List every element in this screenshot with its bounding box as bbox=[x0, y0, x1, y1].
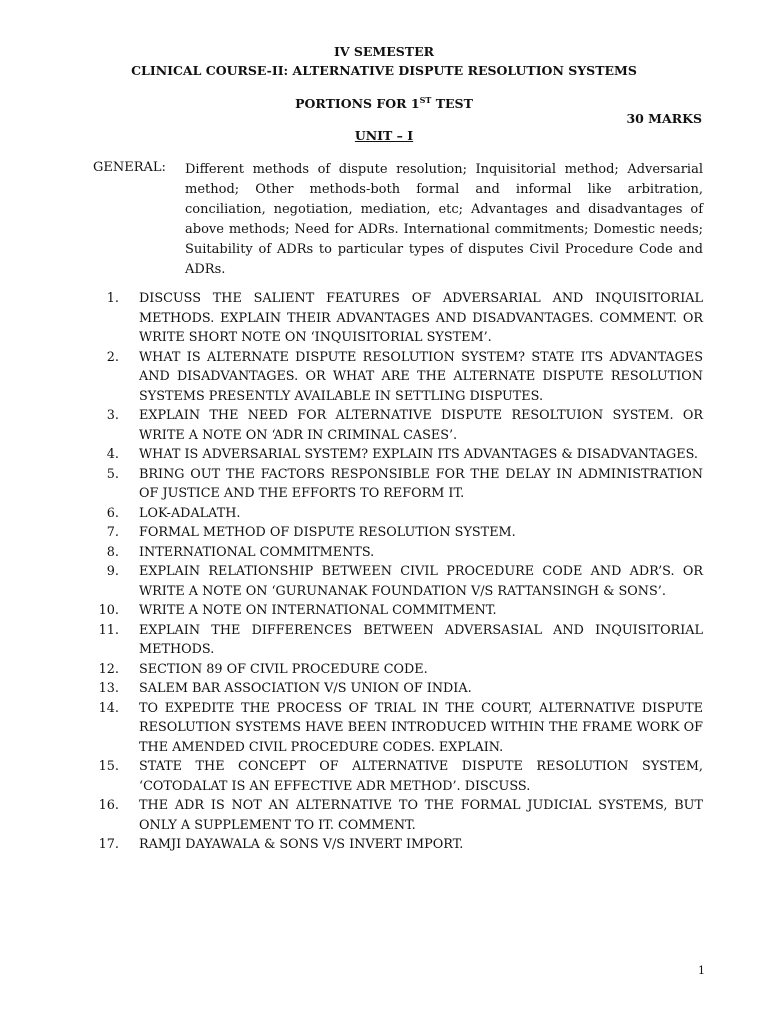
question-text: EXPLAIN THE DIFFERENCES BETWEEN ADVERSASIAL AND INQUISITORIAL METHODS. bbox=[139, 622, 703, 657]
question-list bbox=[93, 289, 703, 855]
question-text: SALEM BAR ASSOCIATION V/S UNION OF INDIA. bbox=[139, 681, 472, 696]
question-item bbox=[93, 289, 703, 348]
question-number: 17. bbox=[98, 837, 119, 852]
question-text: SECTION 89 OF CIVIL PROCEDURE CODE. bbox=[139, 661, 428, 677]
semester-heading: IV SEMESTER bbox=[333, 44, 435, 59]
question-item bbox=[93, 445, 703, 465]
question-text: RAMJI DAYAWALA & SONS V/S INVERT IMPORT. bbox=[139, 837, 464, 852]
question-number: 5. bbox=[106, 466, 119, 482]
question-number: 15. bbox=[98, 759, 119, 774]
question-item bbox=[93, 562, 703, 601]
portions-heading bbox=[0, 96, 768, 111]
unit-heading-text: UNIT – I bbox=[354, 128, 414, 143]
question-text: TO EXPEDITE THE PROCESS OF TRIAL IN THE COURT, ALTERNATIVE DISPUTE RESOLUTION SYSTEMS HAVE BEEN INTRODUCED WITHIN THE FRAME WORK OF THE AMENDED CIVIL PROCEDURE CODES. EXPLAIN. bbox=[139, 700, 703, 755]
portions-suffix: TEST bbox=[431, 96, 473, 111]
question-item bbox=[93, 523, 703, 543]
question-item bbox=[93, 660, 703, 680]
portions-prefix: PORTIONS FOR 1 bbox=[295, 96, 420, 111]
question-number: 3. bbox=[106, 408, 119, 423]
question-text: WRITE A NOTE ON INTERNATIONAL COMMITMENT. bbox=[139, 603, 497, 618]
question-number: 11. bbox=[98, 622, 119, 638]
course-heading: CLINICAL COURSE-II: ALTERNATIVE DISPUTE RESOLUTION SYSTEMS bbox=[131, 63, 637, 78]
question-item bbox=[93, 835, 703, 855]
question-number: 9. bbox=[106, 564, 119, 579]
question-text: WHAT IS ALTERNATE DISPUTE RESOLUTION SYSTEM? STATE ITS ADVANTAGES AND DISADVANTAGES. OR WHAT ARE THE ALTERNATE DISPUTE RESOLUTION SYSTEMS PRESENTLY AVAILABLE IN SETTLING DISPUTES. bbox=[139, 349, 703, 404]
question-text: BRING OUT THE FACTORS RESPONSIBLE FOR THE DELAY IN ADMINISTRATION OF JUSTICE AND THE EFFORTS TO REFORM IT. bbox=[139, 466, 703, 501]
question-text: DISCUSS THE SALIENT FEATURES OF ADVERSARIAL AND INQUISITORIAL METHODS. EXPLAIN THEIR ADVANTAGES AND DISADVANTAGES. COMMENT. OR WRITE SHORT NOTE ON ‘INQUISITORIAL SYSTEM’. bbox=[139, 291, 703, 345]
question-item bbox=[93, 757, 703, 796]
question-number: 12. bbox=[98, 661, 119, 677]
page-number: 1 bbox=[698, 964, 705, 977]
question-number: 16. bbox=[98, 798, 119, 813]
question-item bbox=[93, 699, 703, 758]
question-text: LOK-ADALATH. bbox=[139, 505, 241, 521]
question-text: EXPLAIN THE NEED FOR ALTERNATIVE DISPUTE RESOLTUION SYSTEM. OR WRITE A NOTE ON ‘ADR IN CRIMINAL CASES’. bbox=[139, 408, 703, 443]
question-item bbox=[93, 348, 703, 407]
question-number: 10. bbox=[98, 603, 119, 618]
marks-label: 30 MARKS bbox=[626, 111, 702, 126]
question-item bbox=[93, 679, 703, 699]
question-number: 13. bbox=[98, 681, 119, 696]
unit-heading bbox=[0, 128, 768, 143]
question-text: EXPLAIN RELATIONSHIP BETWEEN CIVIL PROCEDURE CODE AND ADR’S. OR WRITE A NOTE ON ‘GURUNANAK FOUNDATION V/S RATTANSINGH & SONS’. bbox=[139, 564, 703, 599]
question-text: STATE THE CONCEPT OF ALTERNATIVE DISPUTE RESOLUTION SYSTEM, ‘COTODALAT IS AN EFFECTIVE ADR METHOD’. DISCUSS. bbox=[139, 759, 703, 794]
question-item bbox=[93, 504, 703, 524]
question-number: 2. bbox=[106, 349, 119, 365]
question-text: INTERNATIONAL COMMITMENTS. bbox=[139, 544, 375, 560]
question-text: THE ADR IS NOT AN ALTERNATIVE TO THE FORMAL JUDICIAL SYSTEMS, BUT ONLY A SUPPLEMENT TO IT. COMMENT. bbox=[139, 798, 703, 833]
question-item bbox=[93, 465, 703, 504]
question-item bbox=[93, 621, 703, 660]
question-item bbox=[93, 601, 703, 621]
question-number: 14. bbox=[98, 700, 119, 716]
question-number: 7. bbox=[106, 525, 119, 540]
question-number: 6. bbox=[106, 505, 119, 521]
question-number: 1. bbox=[106, 291, 119, 306]
question-item bbox=[93, 543, 703, 563]
question-text: FORMAL METHOD OF DISPUTE RESOLUTION SYSTEM. bbox=[139, 525, 516, 540]
question-text: WHAT IS ADVERSARIAL SYSTEM? EXPLAIN ITS ADVANTAGES & DISADVANTAGES. bbox=[139, 447, 698, 462]
general-text: Different methods of dispute resolution; Inquisitorial method; Adversarial method; Other methods-both formal and informal like arbitration, conciliation, negotiation, mediation, etc; Advantages and disadvantages of above methods; Need for ADRs. International commitments; Domestic needs; Suitability of ADRs to particular types of disputes Civil Procedure Code and ADRs. bbox=[185, 162, 703, 277]
question-item bbox=[93, 796, 703, 835]
question-number: 4. bbox=[106, 447, 119, 462]
question-item bbox=[93, 406, 703, 445]
portions-superscript: ST bbox=[419, 94, 432, 105]
general-label: GENERAL: bbox=[93, 160, 166, 175]
question-number: 8. bbox=[106, 544, 119, 560]
